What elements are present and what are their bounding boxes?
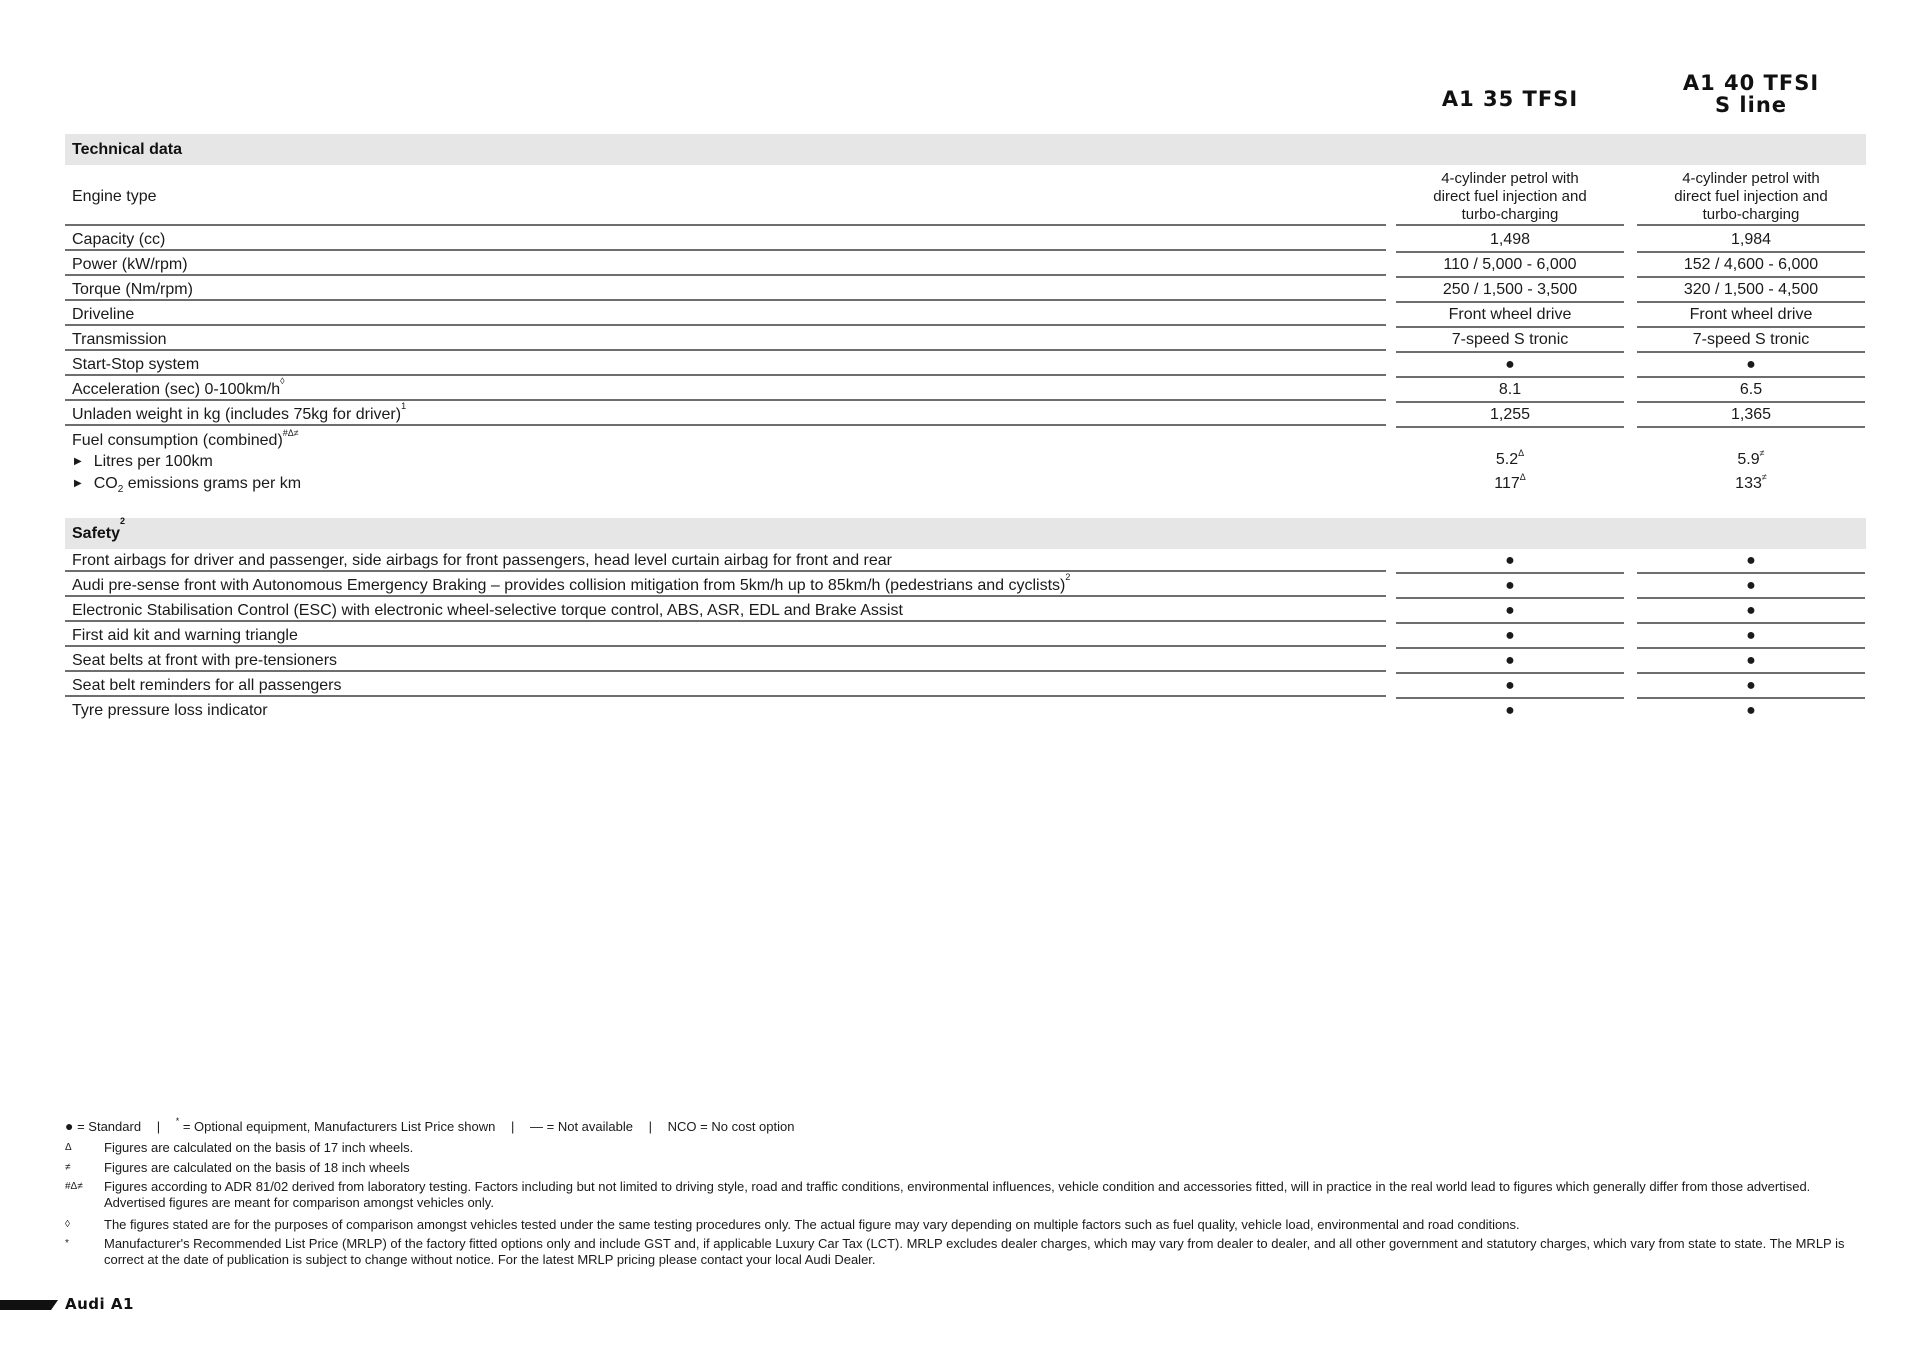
footnote-mark: ≠ <box>65 1162 71 1173</box>
engine-line: 4-cylinder petrol with <box>1441 170 1579 187</box>
row-label-text: Capacity (cc) <box>72 231 166 248</box>
row-label <box>65 649 1386 672</box>
legend-divider: | <box>648 1119 653 1134</box>
footnote <box>65 1179 1870 1211</box>
footnote-mark: #Δ≠ <box>65 1181 83 1192</box>
row-label <box>65 574 1386 597</box>
model-heading-line1: A1 40 TFSI <box>1682 71 1820 95</box>
footnote-text: The figures stated are for the purposes of comparison amongst vehicles tested under the same testing procedures only. The actual figure may vary depending on multiple factors such as fuel quality, vehicle load, environmental and road conditions. <box>104 1217 1520 1232</box>
value: 133 <box>1735 475 1762 492</box>
row-label <box>65 228 1386 251</box>
standard-dot-icon: ● <box>1505 702 1515 719</box>
bullet-triangle-icon: ▶ <box>74 456 82 467</box>
standard-dot-icon: ● <box>1396 353 1624 378</box>
row-value-col1: 1,498 <box>1396 228 1624 253</box>
standard-dot-icon: ● <box>1396 674 1624 699</box>
row-label-sup: ◊ <box>280 376 285 386</box>
value-sup: ≠ <box>1759 448 1765 458</box>
row-label <box>65 403 1386 426</box>
footnote-text: Figures are calculated on the basis of 18 inch wheels <box>104 1160 410 1175</box>
legend <box>65 1118 794 1134</box>
row-label-text: Unladen weight in kg (includes 75kg for driver) <box>72 406 402 423</box>
row-value-col2: 6.5 <box>1637 378 1865 403</box>
row-label-sup: 1 <box>401 401 407 411</box>
footnote <box>65 1236 1870 1268</box>
row-value-col2: Front wheel drive <box>1637 303 1865 328</box>
row-label <box>65 674 1386 697</box>
standard-dot-icon: ● <box>1637 624 1865 649</box>
standard-dot-icon: ● <box>65 1118 74 1134</box>
row-value-col2: 1,984 <box>1637 228 1865 253</box>
legend-divider: | <box>156 1119 161 1134</box>
row-label-text: Driveline <box>72 306 135 323</box>
safety-heading-sup: 2 <box>120 516 126 526</box>
value: 5.2 <box>1495 451 1519 468</box>
standard-dot-icon: ● <box>1396 549 1624 574</box>
nco-symbol: NCO <box>667 1119 697 1134</box>
row-value-col1: 8.1 <box>1396 378 1624 403</box>
row-value-col1: 1,255 <box>1396 403 1624 428</box>
row-label <box>65 278 1386 301</box>
litres-label-text: Litres per 100km <box>93 453 213 470</box>
model-heading-line2: S line <box>1714 93 1788 117</box>
row-label-text: Front airbags for driver and passenger, side airbags for front passengers, head level curtain airbag for front and rear <box>72 552 893 569</box>
row-label-text: Start-Stop system <box>72 356 200 373</box>
engine-line: direct fuel injection and <box>1674 188 1828 205</box>
not-available-dash: — <box>530 1119 544 1134</box>
engine-line: 4-cylinder petrol with <box>1682 170 1820 187</box>
safety-heading-text: Safety <box>72 525 121 542</box>
row-label <box>65 253 1386 276</box>
legend-divider: | <box>511 1119 515 1134</box>
row-label-text: Tyre pressure loss indicator <box>72 702 268 719</box>
model-heading-a1-35-tfsi: A1 35 TFSI <box>1441 87 1579 111</box>
row-label-text: Acceleration (sec) 0-100km/h <box>72 381 281 398</box>
row-value-col1: 110 / 5,000 - 6,000 <box>1396 253 1624 278</box>
footer-accent-bar <box>0 1300 58 1310</box>
co2-pre: CO <box>93 475 118 492</box>
standard-dot-icon: ● <box>1396 599 1624 624</box>
legend-optional: = Optional equipment, Manufacturers List Price shown <box>182 1119 496 1134</box>
standard-dot-icon: ● <box>1637 574 1865 599</box>
footnote-mark: * <box>65 1238 69 1249</box>
footnote-text: Figures according to ADR 81/02 derived from laboratory testing. Factors including but not limited to driving style, road and traffic conditions, environmental influences, vehicle condition and accessories fitted, will in practice in the real world lead to figures which generally differ from those advertised. Advertised figures are meant for comparison amongst vehicles only. <box>104 1179 1811 1210</box>
footnote <box>65 1160 1870 1176</box>
value-sup: Δ <box>1518 448 1525 458</box>
legend-nco: = No cost option <box>700 1119 795 1134</box>
litres-per-100km-label <box>72 452 213 474</box>
co2-value-col2 <box>1637 474 1865 494</box>
row-label-text: Audi pre-sense front with Autonomous Emergency Braking – provides collision mitigation from 5km/h up to 85km/h (pedestrians and cyclists) <box>72 577 1066 594</box>
engine-line: turbo-charging <box>1461 206 1559 223</box>
footnote-text: Manufacturer's Recommended List Price (MRLP) of the factory fitted options only and include GST and, if applicable Luxury Car Tax (LCT). MRLP excludes dealer charges, which may vary from dealer to dealer, and all other government and statutory charges, which vary from state to state. The MRLP is correct at the date of publication is subject to change without notice. For the latest MRLP pricing please contact your local Audi Dealer. <box>104 1236 1845 1267</box>
value: 117 <box>1494 475 1520 492</box>
bullet-triangle-icon: ▶ <box>74 478 82 489</box>
footnote-mark: ◊ <box>65 1219 70 1230</box>
litres-value-col2 <box>1637 450 1865 470</box>
standard-dot-icon: ● <box>1396 649 1624 674</box>
row-label-text: Seat belts at front with pre-tensioners <box>72 652 338 669</box>
footer-title: Audi A1 <box>65 1295 134 1313</box>
row-value-col1: 7-speed S tronic <box>1396 328 1624 353</box>
row-label <box>65 699 1386 722</box>
standard-dot-icon: ● <box>1637 599 1865 624</box>
footnote <box>65 1140 1870 1156</box>
co2-post: emissions grams per km <box>123 475 302 492</box>
row-value-col2: 1,365 <box>1637 403 1865 428</box>
row-label <box>65 549 1386 572</box>
fuel-consumption-label <box>72 430 299 452</box>
safety-heading <box>65 518 1866 549</box>
row-label: Engine type <box>65 168 1386 226</box>
engine-line: direct fuel injection and <box>1433 188 1587 205</box>
technical-data-heading: Technical data <box>65 134 1866 165</box>
standard-dot-icon: ● <box>1746 702 1756 719</box>
row-label-text: Transmission <box>72 331 167 348</box>
legend-standard: = Standard <box>77 1119 142 1134</box>
standard-dot-icon: ● <box>1637 674 1865 699</box>
row-value-col1: 250 / 1,500 - 3,500 <box>1396 278 1624 303</box>
engine-type-value-col1 <box>1396 168 1624 226</box>
row-value-col2: 7-speed S tronic <box>1637 328 1865 353</box>
row-label-text: Torque (Nm/rpm) <box>72 281 193 298</box>
engine-line: turbo-charging <box>1702 206 1800 223</box>
row-label <box>65 599 1386 622</box>
row-label <box>65 353 1386 376</box>
fuel-label-sup: #Δ≠ <box>282 428 299 438</box>
value-sup: ≠ <box>1761 472 1767 482</box>
standard-dot-icon: ● <box>1396 624 1624 649</box>
row-label-text: Electronic Stabilisation Control (ESC) with electronic wheel-selective torque control, ABS, ASR, EDL and Brake Assist <box>72 602 903 619</box>
legend-not-available: = Not available <box>546 1119 634 1134</box>
row-label <box>65 624 1386 647</box>
value-sup: Δ <box>1519 472 1526 482</box>
footnote-mark: Δ <box>65 1142 72 1153</box>
row-label <box>65 303 1386 326</box>
optional-asterisk: * <box>175 1116 180 1126</box>
litres-value-col1 <box>1396 450 1624 470</box>
row-label-text: Power (kW/rpm) <box>72 256 188 273</box>
row-label-text: First aid kit and warning triangle <box>72 627 298 644</box>
footnote <box>65 1217 1870 1233</box>
model-heading-a1-40-tfsi-s-line <box>1637 72 1865 116</box>
row-value-col2: 152 / 4,600 - 6,000 <box>1637 253 1865 278</box>
standard-dot-icon: ● <box>1637 649 1865 674</box>
row-label <box>65 378 1386 401</box>
co2-emissions-label <box>72 474 301 500</box>
row-value-col1: Front wheel drive <box>1396 303 1624 328</box>
fuel-label-text: Fuel consumption (combined) <box>72 432 283 449</box>
row-label <box>65 328 1386 351</box>
standard-dot-icon: ● <box>1396 574 1624 599</box>
co2-value-col1 <box>1396 474 1624 494</box>
footnote-text: Figures are calculated on the basis of 17 inch wheels. <box>104 1140 414 1155</box>
row-label-sup: 2 <box>1065 572 1071 582</box>
row-label-text: Seat belt reminders for all passengers <box>72 677 342 694</box>
co2-subscript: 2 <box>117 484 124 496</box>
value: 5.9 <box>1737 451 1760 468</box>
standard-dot-icon: ● <box>1637 353 1865 378</box>
standard-dot-icon: ● <box>1637 549 1865 574</box>
row-value-col2: 320 / 1,500 - 4,500 <box>1637 278 1865 303</box>
engine-type-value-col2 <box>1637 168 1865 226</box>
